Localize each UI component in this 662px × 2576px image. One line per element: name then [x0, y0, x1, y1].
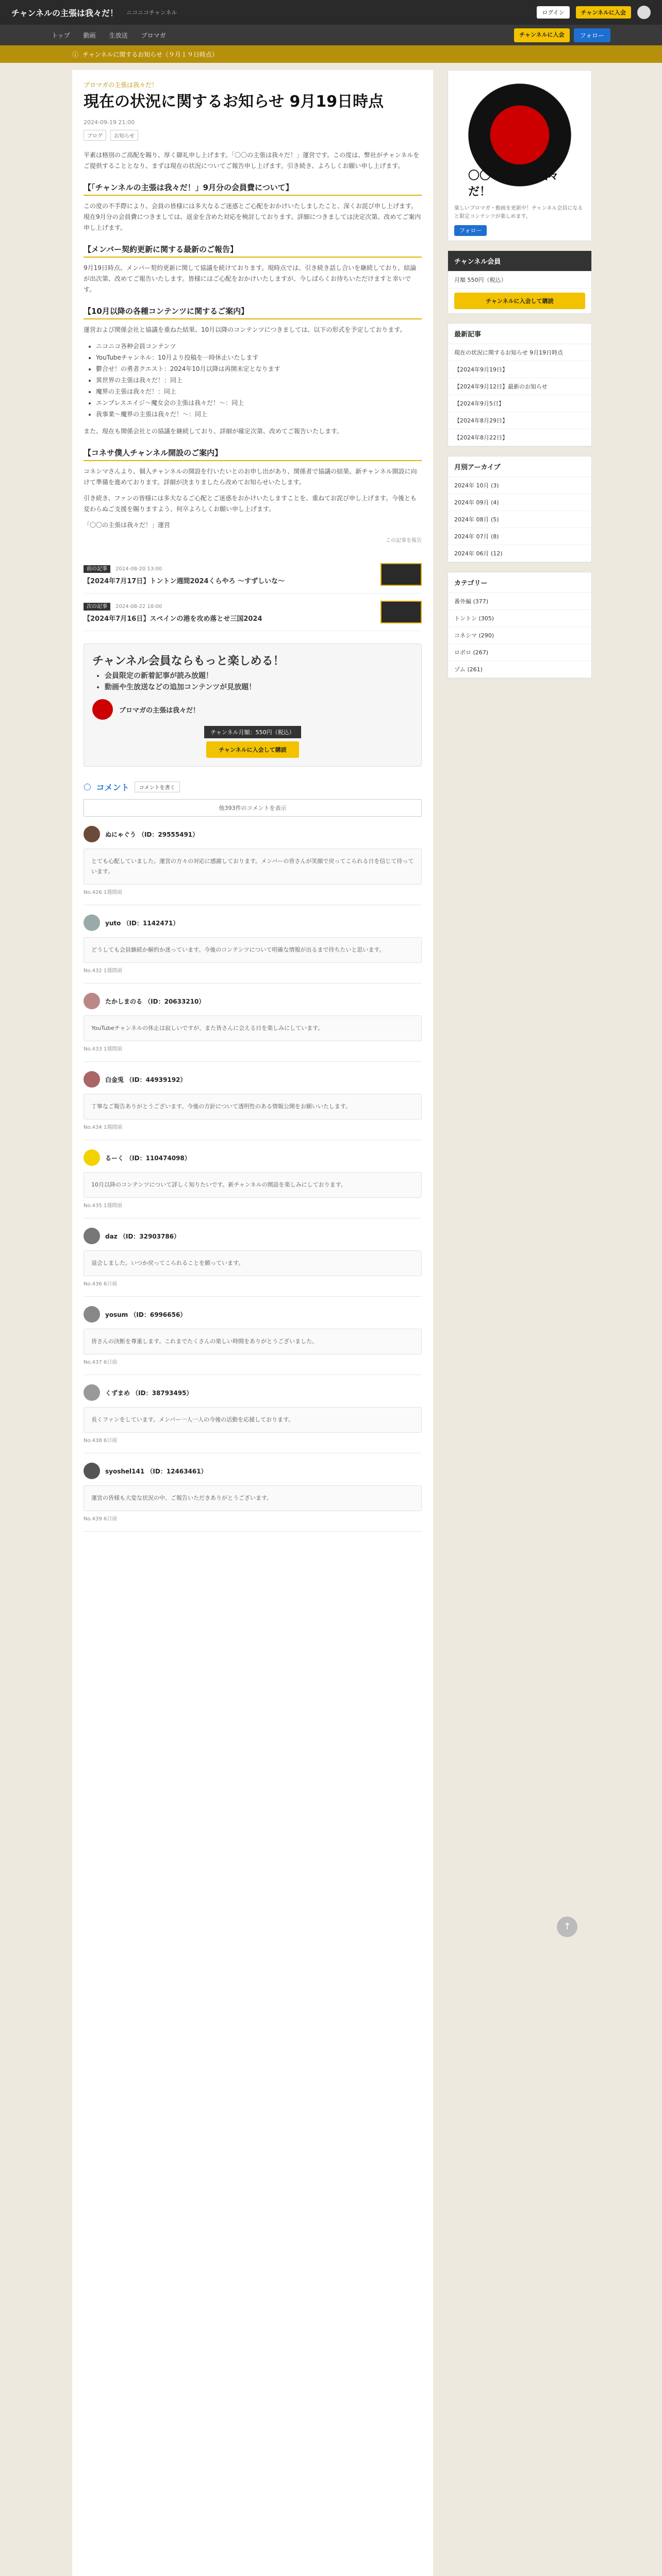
latest-item[interactable]: 【2024年9月19日】	[448, 361, 591, 378]
comment-body: どうしても会員継続か解約か迷っています。今後のコンテンツについて明確な情報が出るまで待ちたいと思います。	[84, 937, 422, 963]
write-comment-button[interactable]: コメントを書く	[135, 782, 180, 792]
avatar[interactable]	[84, 826, 100, 842]
nav-live[interactable]: 生放送	[109, 31, 128, 39]
archive-item[interactable]: 2024年 06月 (12)	[448, 545, 591, 562]
categories	[448, 572, 592, 679]
tag-list	[84, 130, 422, 141]
comment-author[interactable]: ぬにゃぐう （ID：29555491）	[105, 831, 199, 838]
show-more-comments[interactable]: 他393件のコメントを表示	[84, 799, 422, 817]
related-thumbnail[interactable]	[380, 563, 422, 586]
section-heading-2: 【メンバー契約更新に関する最新のご報告】	[84, 244, 422, 258]
comment-author[interactable]: たかしまのる （ID：20633210）	[105, 997, 205, 1005]
channel-brand[interactable]: チャンネルの主張は我々だ！	[11, 8, 119, 18]
sidebar	[448, 70, 592, 688]
nav-follow-button[interactable]: フォロー	[574, 28, 610, 42]
avatar[interactable]	[84, 1384, 100, 1401]
member-card	[448, 250, 592, 314]
login-button[interactable]: ログイン	[537, 6, 569, 19]
signature: 「〇〇の主張は我々だ！」運営	[84, 521, 171, 529]
channel-logo[interactable]	[448, 71, 591, 199]
comment-author[interactable]: くずまめ （ID：38793495）	[105, 1389, 193, 1397]
latest-item[interactable]: 【2024年9月12日】最新のお知らせ	[448, 378, 591, 395]
archive-item[interactable]: 2024年 07月 (8)	[448, 528, 591, 545]
avatar[interactable]	[84, 1228, 100, 1244]
nav-blomaga[interactable]: ブロマガ	[141, 31, 166, 39]
related-articles	[84, 556, 422, 631]
comment	[84, 984, 422, 1062]
article-title: 現在の状況に関するお知らせ 9月19日時点	[84, 93, 384, 111]
section-heading-1: 【「チャンネルの主張は我々だ！」9月分の会員費について】	[84, 182, 422, 196]
comment-footer: No.433 1週間前	[84, 1046, 123, 1052]
comment-footer: No.438 6日前	[84, 1438, 118, 1444]
comment-body: 10月以降のコンテンツについて詳しく知りたいです。新チャンネルの開設を楽しみにしております。	[84, 1172, 422, 1198]
related-item[interactable]	[84, 556, 422, 594]
section-heading-3: 【10月以降の各種コンテンツに関するご案内】	[84, 306, 422, 319]
comment	[84, 1297, 422, 1375]
member-price: 月額 550円（税込）	[448, 272, 591, 289]
comment	[84, 1375, 422, 1453]
latest-item[interactable]: 現在の状況に関するお知らせ 9月19日時点	[448, 344, 591, 361]
related-item[interactable]	[84, 594, 422, 631]
sidebar-join-button[interactable]: チャンネルに入会して購読	[454, 293, 585, 309]
comment	[84, 1218, 422, 1297]
comment-body: とても心配していました。運営の方々の対応に感謝しております。メンバーの皆さんが笑顔で戻ってこられる日を信じて待っています。	[84, 849, 422, 885]
comment-author[interactable]: るーく （ID：110474098）	[105, 1154, 191, 1162]
latest-item[interactable]: 【2024年8月22日】	[448, 429, 591, 446]
channel-avatar	[92, 699, 113, 720]
avatar[interactable]	[84, 993, 100, 1009]
top-bar	[0, 0, 662, 25]
promo-benefit: • 動画や生放送などの追加コンテンツが見放題！	[105, 682, 413, 693]
info-icon: ⓘ	[72, 50, 79, 58]
tag[interactable]: ブログ	[84, 130, 106, 141]
comment	[84, 905, 422, 984]
scroll-to-top-button[interactable]: ↑	[557, 1917, 577, 1937]
comment-author[interactable]: daz （ID：32903786）	[105, 1232, 180, 1240]
latest-item[interactable]: 【2024年9月5日】	[448, 395, 591, 412]
comment-icon: ◯	[84, 783, 91, 791]
comment	[84, 1453, 422, 1532]
archive	[448, 456, 592, 563]
member-title: チャンネル会員	[448, 251, 591, 272]
section-text-3: 運営および関係会社と協議を重ねた結果、10月以降のコンテンツにつきましては、以下の形式を予定しております。	[84, 326, 406, 333]
comment-list	[84, 817, 422, 1532]
list-item: • ニコニコ各种会員コンテンツ	[96, 341, 422, 352]
nav-video[interactable]: 動画	[83, 31, 96, 39]
section-text-2: 9月19日時点、メンバー契約更新に関して協議を続けております。現時点では、引き続き話し合いを継続しており、結論が出次第、改めてご報告いたします。皆様にはご心配をおかけいたしますが、今しばらくお待ちいただけますと幸いです。	[84, 264, 417, 293]
comment	[84, 1140, 422, 1218]
promo-title: チャンネル会員ならもっと楽しめる！	[92, 655, 285, 668]
related-title[interactable]: 【2024年7月16日】スペインの港を攻め落とせ三国2024	[84, 615, 262, 623]
channel-card	[448, 70, 592, 241]
comment-footer: No.426 1週間前	[84, 890, 123, 895]
comment-body: 丁寧なご報告ありがとうございます。今後の方針について透明性のある情報公開をお願いいたします。	[84, 1094, 422, 1120]
banner-text: チャンネルに関するお知らせ（９月１９日時点）	[82, 50, 218, 58]
archive-title: 月別アーカイブ	[448, 456, 591, 477]
user-icon[interactable]	[637, 6, 651, 19]
channel-description: 楽しいブロマガ・動画を更新中！チャンネル会員になると限定コンテンツが楽しめます。	[454, 206, 583, 219]
comment-body: YouTubeチャンネルの休止は寂しいですが、また皆さんに会える日を楽しみにしています。	[84, 1015, 422, 1041]
avatar[interactable]	[84, 1149, 100, 1166]
comment-footer: No.435 1週間前	[84, 1203, 123, 1209]
article-main	[72, 70, 433, 2576]
comment-footer: No.432 1週間前	[84, 968, 123, 974]
latest-articles	[448, 323, 592, 447]
comment-author[interactable]: yuto （ID：1142471）	[105, 919, 179, 927]
nav-join-button[interactable]: チャンネルに入会	[514, 28, 569, 42]
nav-top[interactable]: トップ	[52, 31, 70, 39]
related-badge: 次の記事	[84, 603, 110, 611]
comments-header	[84, 781, 422, 793]
related-badge: 前の記事	[84, 565, 110, 573]
comment	[84, 817, 422, 905]
section-text-4: コネシマさんより、個人チャンネルの開設を行いたいとのお申し出があり、関係者で協議の結果、新チャンネル開設に向けて準備を進めております。詳細が決まりましたら改めてお知らせいたします。	[84, 468, 417, 486]
join-button-top[interactable]: チャンネルに入会	[576, 6, 631, 19]
latest-title: 最新記事	[448, 324, 591, 344]
announcement-banner[interactable]	[0, 45, 662, 63]
comment-footer: No.434 1週間前	[84, 1125, 123, 1130]
latest-item[interactable]: 【2024年8月29日】	[448, 412, 591, 429]
intro-text: 平素は格別のご高配を賜り、厚く御礼申し上げます。「〇〇の主張は我々だ！」運営です。この度は、弊社がチャンネルをご提供することとなり、まずは現在の状況についてご報告申し上げます。引き続き、よろしくお願い申し上げます。	[84, 151, 420, 170]
article-date: 2024-09-19 21:00	[84, 119, 135, 126]
comment-author[interactable]: yosum （ID：6996656）	[105, 1311, 187, 1318]
category-item[interactable]: コネシマ (290)	[448, 627, 591, 644]
logo-text: 〇〇の主張は我々だ！	[468, 170, 559, 198]
comment-body: 長くファンをしています。メンバー一人一人の今後の活動を応援しております。	[84, 1407, 422, 1433]
comment-footer: No.439 6日前	[84, 1516, 118, 1522]
section-text-3b: また、現在も関係会社との協議を継続しており、詳細が確定次第、改めてご報告いたします。	[84, 428, 343, 435]
category-item[interactable]: トントン (305)	[448, 610, 591, 627]
list-item: • YouTubeチャンネル：10月より投稿を一時休止いたします	[96, 352, 422, 363]
related-thumbnail[interactable]	[380, 601, 422, 623]
report-link[interactable]: この記事を報告	[386, 538, 422, 544]
list-item: • 魔界の主張は我々だ！：同上	[96, 386, 422, 397]
comment-body: 退会しました。いつか戻ってこられることを願っています。	[84, 1250, 422, 1276]
niconico-channel-label[interactable]: ニコニコチャンネル	[126, 9, 177, 16]
promo-box	[84, 643, 422, 767]
comment-footer: No.437 6日前	[84, 1360, 118, 1365]
comment-author[interactable]: 白金兎 （ID：44939192）	[105, 1076, 187, 1083]
comment-author[interactable]: syoshel141 （ID：12463461）	[105, 1467, 207, 1475]
list-item: • 我事業～魔界の主張は我々だ！～：同上	[96, 409, 422, 420]
comment	[84, 1062, 422, 1140]
list-item: • 異世界の主張は我々だ！：同上	[96, 375, 422, 386]
avatar[interactable]	[84, 914, 100, 931]
avatar[interactable]	[84, 1071, 100, 1088]
category-item[interactable]: 番外編 (377)	[448, 593, 591, 610]
section-text-1: この度の不手際により、会員の皆様には多大なるご迷惑とご心配をおかけいたしましたこと、深くお詫び申し上げます。現在9月分の会員費につきましては、返金を含めた対応を検討しております。詳細につきましては決定次第、改めてご案内申し上げます。	[84, 202, 421, 231]
promo-channel-name[interactable]: ブロマガの主張は我々だ！	[119, 706, 200, 715]
tag[interactable]: お知らせ	[110, 130, 138, 141]
list-item: • 鬱合せ！の勇者クエスト：2024年10月以降は再開未定となります	[96, 363, 422, 375]
promo-benefit: • 会員限定の新着記事が読み放題！	[105, 670, 413, 682]
avatar[interactable]	[84, 1306, 100, 1323]
list-item: • エンプレスエイジ〜魔女会の主張は我々だ！〜：同上	[96, 397, 422, 409]
logo-emblem	[468, 83, 571, 198]
archive-item[interactable]: 2024年 10月 (3)	[448, 477, 591, 494]
promo-join-button[interactable]: チャンネルに入会して購読	[206, 741, 299, 758]
comment-body: 運営の皆様も大変な状況の中、ご報告いただきありがとうございます。	[84, 1485, 422, 1511]
blog-name[interactable]: ブロマガの主張は我々だ！	[84, 81, 158, 89]
content-list	[96, 341, 422, 420]
comment-body: 皆さんの決断を尊重します。これまでたくさんの楽しい時間をありがとうございました。	[84, 1329, 422, 1354]
category-title: カテゴリー	[448, 572, 591, 593]
related-date: 2024-08-22 18:00	[115, 603, 162, 609]
archive-item[interactable]: 2024年 08月 (5)	[448, 511, 591, 528]
archive-item[interactable]: 2024年 09月 (4)	[448, 494, 591, 511]
category-item[interactable]: ゾム (261)	[448, 661, 591, 678]
category-item[interactable]: ロボロ (267)	[448, 644, 591, 661]
section-heading-4: 【コネサ僕人チャンネル開設のご案内】	[84, 447, 422, 461]
sidebar-follow-button[interactable]: フォロー	[454, 225, 487, 236]
comment-footer: No.436 6日前	[84, 1281, 118, 1287]
section-text-4b: 引き続き、ファンの皆様には多大なるご心配とご迷惑をおかけいたしますことを、重ねてお詫び申し上げます。今後とも変わらぬご支援を賜りますよう、何卒よろしくお願い申し上げます。	[84, 495, 417, 513]
related-title[interactable]: 【2024年7月17日】トントン週間2024くらやろ ～すずしいな～	[84, 577, 285, 585]
comments-title: コメント	[96, 783, 129, 792]
related-date: 2024-08-20 13:00	[115, 566, 162, 572]
channel-nav	[0, 25, 662, 45]
avatar[interactable]	[84, 1463, 100, 1479]
promo-price: チャンネル月額：550円（税込）	[204, 726, 301, 738]
